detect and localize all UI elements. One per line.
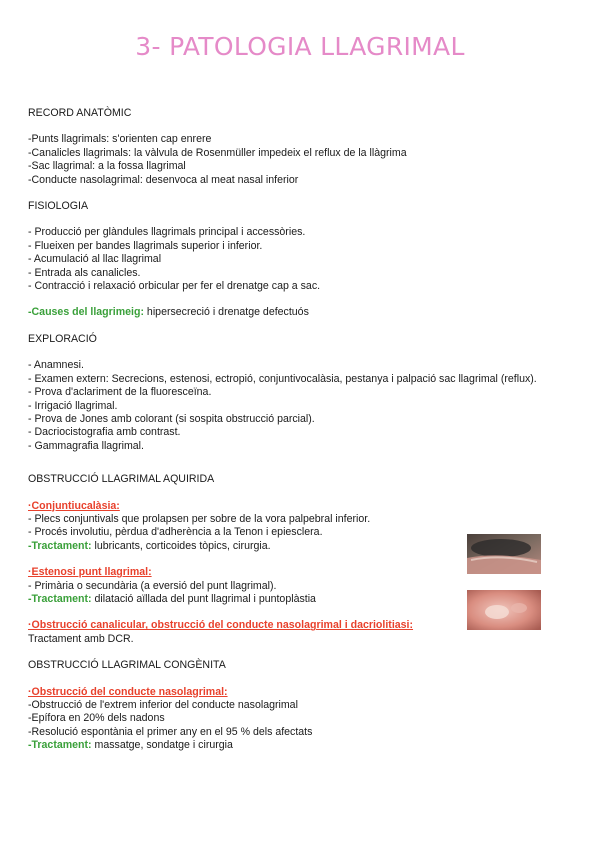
record-heading: RECORD ANATÒMIC [28, 107, 132, 119]
fisiologia-heading: FISIOLOGIA [28, 200, 89, 213]
treatment-text: massatge, sondatge i cirurgia [91, 739, 233, 752]
congenita-title: ·Obstrucció del conducte nasolagrimal: [28, 685, 228, 698]
punctal-stenosis-photo [467, 590, 541, 630]
treatment-text: lubricants, corticoides tòpics, cirurgia. [91, 539, 271, 552]
estenosi-title: ·Estenosi punt llagrimal: [28, 566, 152, 579]
exploracio-line: - Irrigació llagrimal. [28, 399, 118, 412]
congenita-heading: OBSTRUCCIÓ LLAGRIMAL CONGÈNITA [28, 659, 226, 672]
congenita-line: -Obstrucció de l'extrem inferior del conducte nasolagrimal [28, 699, 298, 711]
fisiologia-line: - Entrada als canalicles. [28, 266, 141, 279]
treatment-label: -Tractament: [28, 539, 92, 552]
congenita-line: -Resolució espontània el primer any en el 95 % dels afectats [28, 725, 313, 738]
causes-line [28, 306, 588, 319]
adquirida-heading: OBSTRUCCIÓ LLAGRIMAL AQUIRIDA [28, 473, 215, 486]
fisiologia-line: - Acumulació al llac llagrimal [28, 253, 162, 266]
estenosi-line: - Primària o secundària (a eversió del punt llagrimal). [28, 579, 277, 592]
document-body [28, 107, 588, 753]
record-line: -Punts llagrimals: s'orienten cap enrere [28, 133, 212, 146]
treatment-label: -Tractament: [28, 739, 92, 752]
record-line: -Sac llagrimal: a la fossa llagrimal [28, 160, 186, 173]
fisiologia-line: - Producció per glàndules llagrimals principal i accessòries. [28, 226, 306, 239]
fisiologia-line: - Flueixen per bandes llagrimals superior i inferior. [28, 239, 263, 252]
causes-label: -Causes del llagrimeig: [28, 306, 144, 319]
canalicular-title: ·Obstrucció canalicular, obstrucció del conducte nasolagrimal i dacriolitiasi: [28, 619, 414, 632]
fisiologia-line: - Contracció i relaxació orbicular per fer el drenatge cap a sac. [28, 280, 321, 293]
conjunctivochalasis-photo [467, 534, 541, 574]
conjuntiu-line: - Plecs conjuntivals que prolapsen per sobre de la vora palpebral inferior. [28, 512, 371, 525]
canalicular-text: Tractament amb DCR. [28, 632, 134, 645]
exploracio-line: - Anamnesi. [28, 359, 84, 372]
exploracio-line: - Dacriocistografia amb contrast. [28, 426, 181, 439]
record-line: -Canalicles llagrimals: la vàlvula de Rosenmüller impedeix el reflux de la llàgrima [28, 146, 407, 159]
conjuntiu-line: - Procés involutiu, pèrdua d'adherència a la Tenon i epiesclera. [28, 526, 323, 539]
congenita-treatment [28, 739, 588, 752]
record-line: -Conducte nasolagrimal: desenvoca al meat nasal inferior [28, 173, 299, 186]
congenita-line: -Epífora en 20% dels nadons [28, 712, 165, 725]
conjuntiu-title: ·Conjuntiucalàsia: [28, 499, 120, 512]
exploracio-line: - Prova d'aclariment de la fluoresceïna. [28, 386, 212, 399]
treatment-text: dilatació aïllada del punt llagrimal i puntoplàstia [91, 592, 316, 605]
exploracio-heading: EXPLORACIÓ [28, 332, 97, 345]
causes-text: hipersecreció i drenatge defectuós [143, 306, 309, 319]
exploracio-line: - Gammagrafia llagrimal. [28, 439, 144, 452]
page-title: 3- PATOLOGIA LLAGRIMAL [135, 32, 465, 61]
treatment-label: -Tractament: [28, 592, 92, 605]
exploracio-line: - Prova de Jones amb colorant (si sospita obstrucció parcial). [28, 412, 315, 425]
exploracio-line: - Examen extern: Secrecions, estenosi, ectropió, conjuntivocalàsia, pestanya i palpació sac llagrimal (reflux). [28, 372, 537, 385]
